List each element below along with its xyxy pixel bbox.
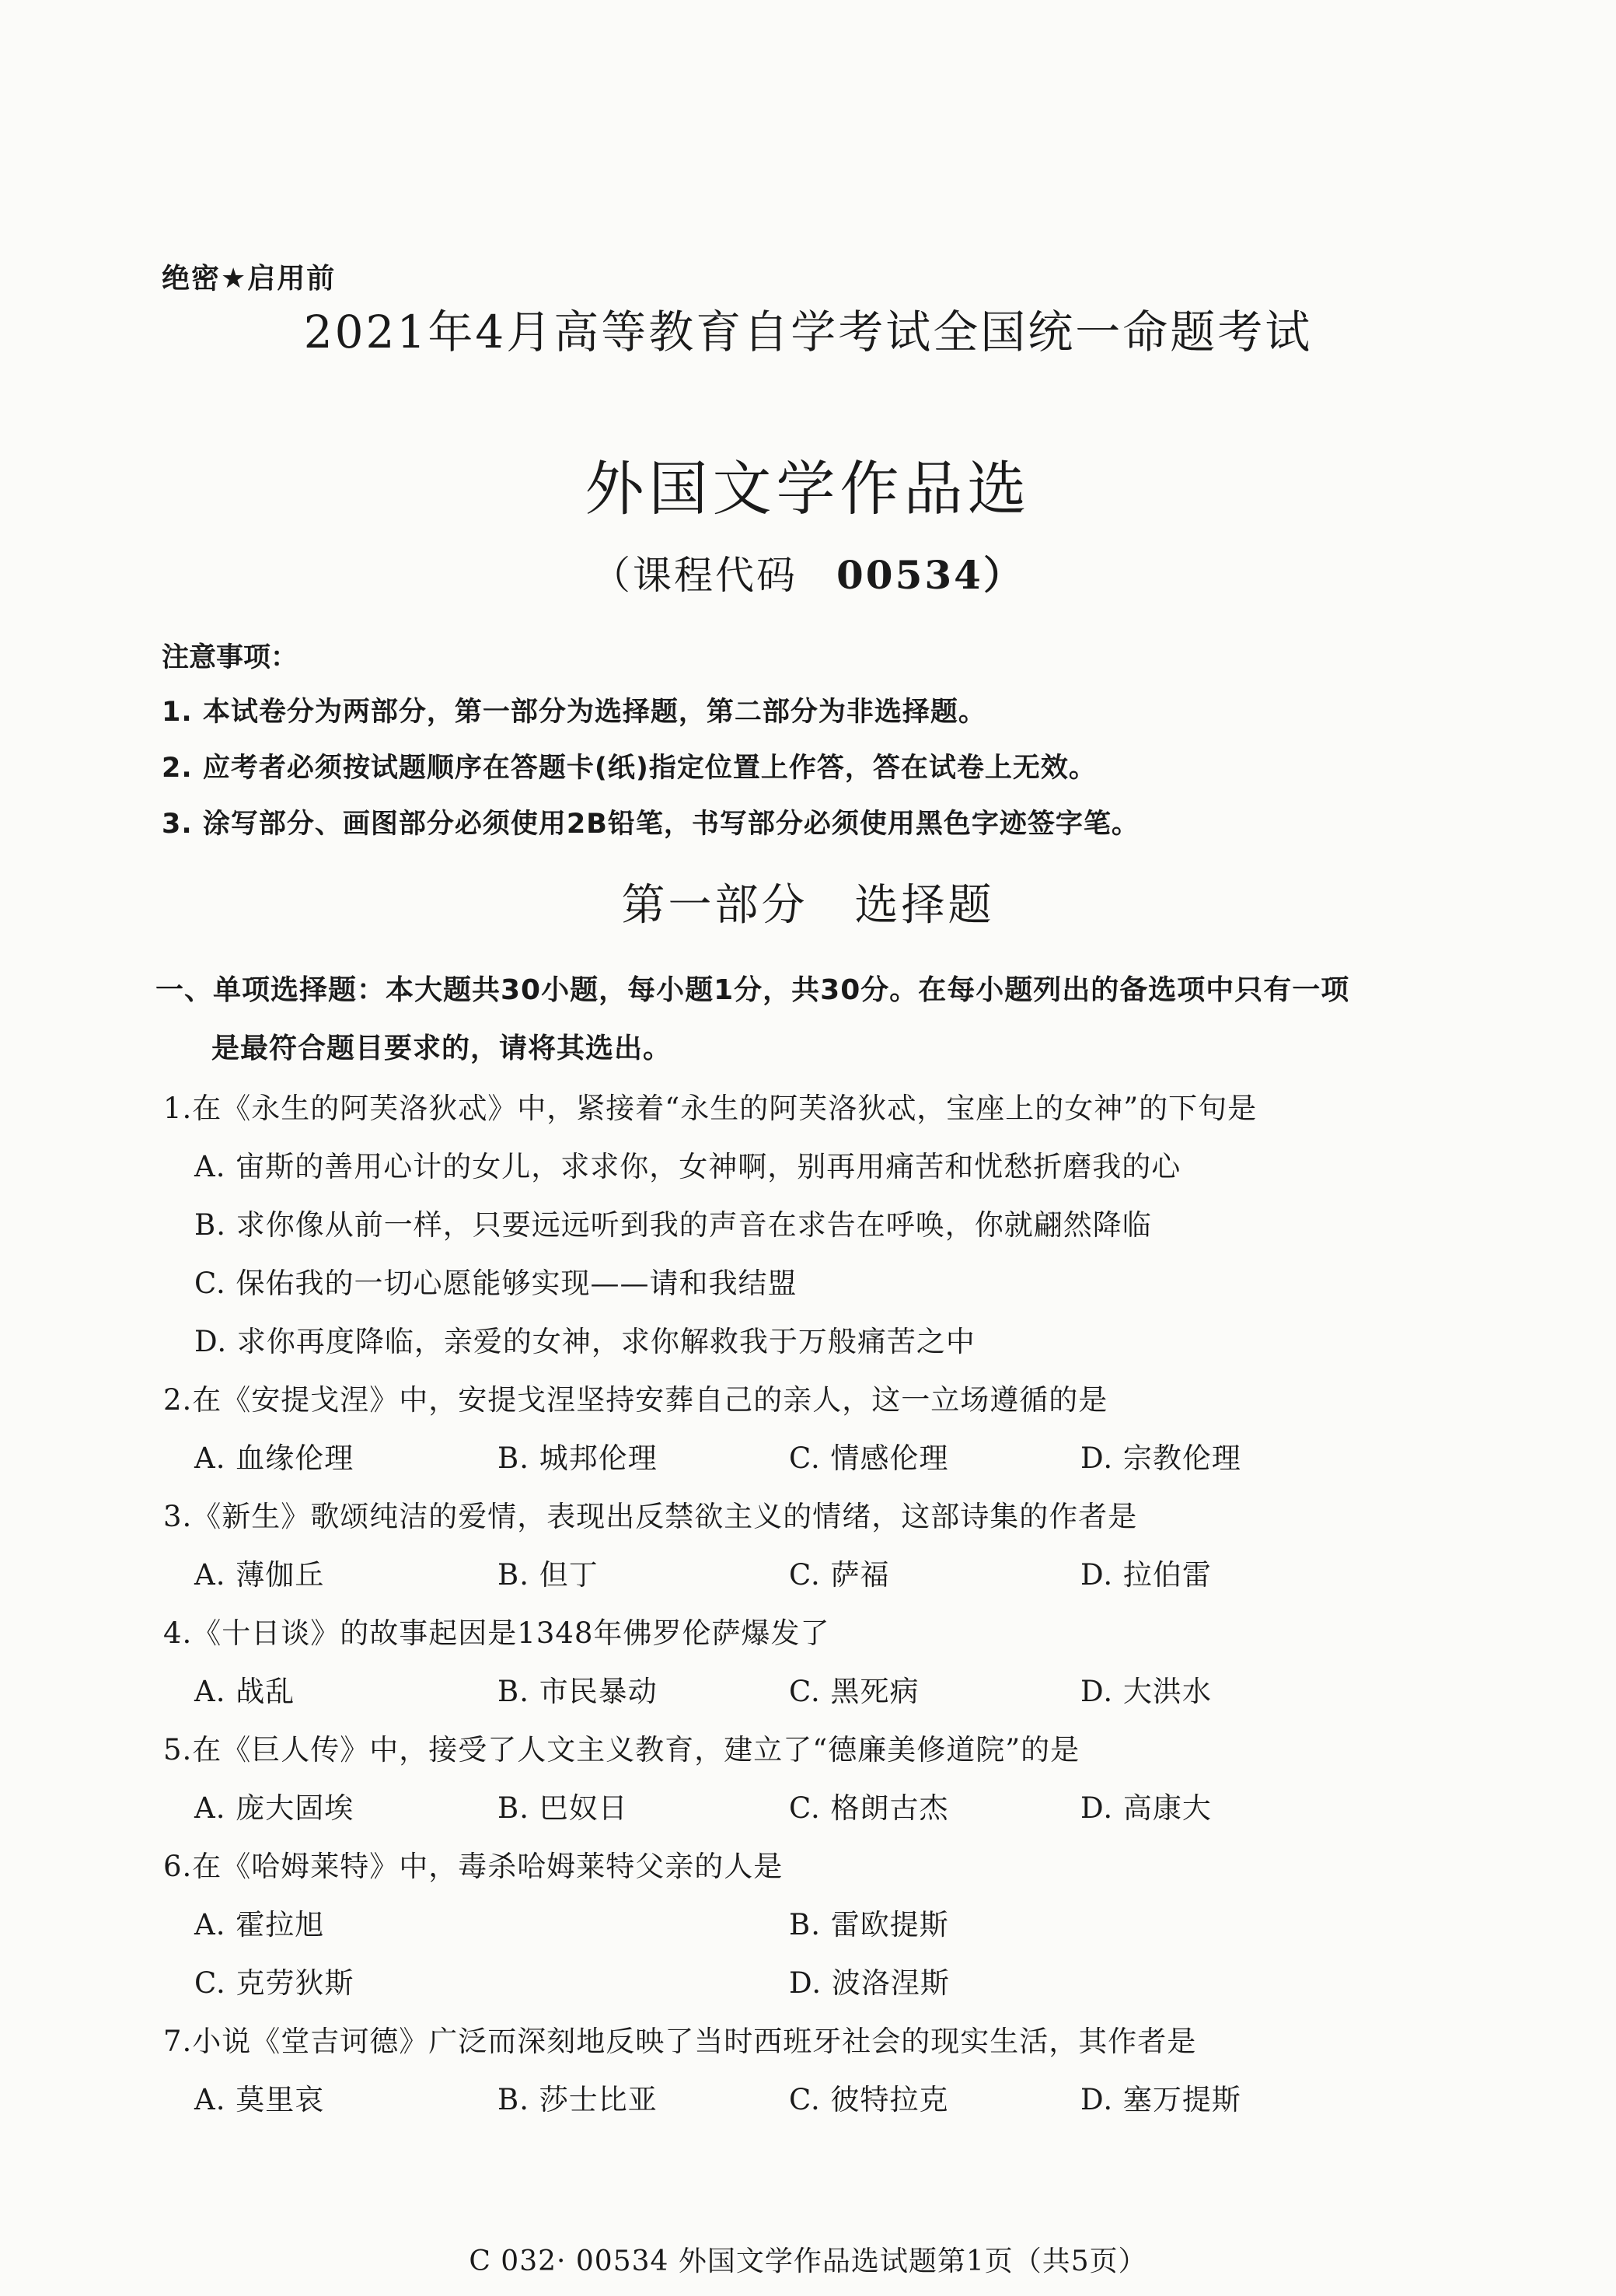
question-option: C. 格朗古杰: [789, 1791, 949, 1825]
question-option: D. 拉伯雷: [1080, 1558, 1212, 1592]
note-item: 3. 涂写部分、画图部分必须使用2B铅笔，书写部分必须使用黑色字迹签字笔。: [162, 809, 1140, 840]
question-option: D. 波洛涅斯: [789, 1966, 950, 2000]
page-footer: C 032· 00534 外国文学作品选试题第1页（共5页）: [469, 2245, 1147, 2277]
question-option: C. 克劳狄斯: [194, 1966, 354, 2000]
question-option: B. 莎士比亚: [497, 2083, 658, 2116]
question-stem: 3.《新生》歌颂纯洁的爱情，表现出反禁欲主义的情绪，这部诗集的作者是: [163, 1500, 1138, 1533]
question-option: C. 保佑我的一切心愿能够实现——请和我结盟: [194, 1267, 798, 1300]
question-option: B. 巴奴日: [497, 1791, 628, 1825]
course-code-label: （课程代码: [592, 553, 798, 598]
question-option: C. 彼特拉克: [789, 2083, 949, 2116]
question-option: A. 战乱: [194, 1675, 295, 1708]
question-option: B. 城邦伦理: [497, 1442, 658, 1475]
secret-mark: 绝密★启用前: [162, 263, 337, 295]
question-option: D. 求你再度降临，亲爱的女神，求你解救我于万般痛苦之中: [194, 1325, 976, 1358]
question-stem: 7.小说《堂吉诃德》广泛而深刻地反映了当时西班牙社会的现实生活，其作者是: [163, 2025, 1197, 2058]
question-option: B. 雷欧提斯: [789, 1908, 949, 1941]
question-option: D. 高康大: [1080, 1791, 1212, 1825]
question-option: D. 塞万提斯: [1080, 2083, 1241, 2116]
question-stem: 6.在《哈姆莱特》中，毒杀哈姆莱特父亲的人是: [163, 1850, 784, 1883]
instruction-line: 一、单项选择题：本大题共30小题，每小题1分，共30分。在每小题列出的备选项中只有一项: [155, 974, 1350, 1006]
instruction-line: 是最符合题目要求的，请将其选出。: [211, 1033, 672, 1064]
section-part: 第一部分: [621, 880, 808, 931]
question-stem: 1.在《永生的阿芙洛狄忒》中，紧接着“永生的阿芙洛狄忒，宝座上的女神”的下句是: [163, 1092, 1258, 1125]
course-title: 外国文学作品选: [585, 454, 1031, 523]
question-option: D. 宗教伦理: [1080, 1442, 1241, 1475]
section-title: [0, 871, 1616, 933]
question-stem: 5.在《巨人传》中，接受了人文主义教育，建立了“德廉美修道院”的是: [163, 1733, 1080, 1767]
question-option: A. 莫里哀: [194, 2083, 325, 2116]
question-stem: 2.在《安提戈涅》中，安提戈涅坚持安葬自己的亲人，这一立场遵循的是: [163, 1383, 1108, 1417]
course-code-value: 00534）: [836, 552, 1024, 598]
question-option: C. 情感伦理: [789, 1442, 949, 1475]
question-option: B. 市民暴动: [497, 1675, 658, 1708]
question-option: D. 大洪水: [1080, 1675, 1212, 1708]
question-option: A. 霍拉旭: [194, 1908, 325, 1941]
note-item: 2. 应考者必须按试题顺序在答题卡(纸)指定位置上作答，答在试卷上无效。: [162, 753, 1097, 784]
question-option: B. 但丁: [497, 1558, 599, 1592]
note-item: 1. 本试卷分为两部分，第一部分为选择题，第二部分为非选择题。: [162, 697, 986, 728]
question-option: A. 庞大固埃: [194, 1791, 354, 1825]
question-option: A. 宙斯的善用心计的女儿，求求你，女神啊，别再用痛苦和忧愁折磨我的心: [194, 1150, 1181, 1183]
question-option: A. 血缘伦理: [194, 1442, 354, 1475]
notes-heading: 注意事项：: [162, 642, 298, 673]
question-option: A. 薄伽丘: [194, 1558, 325, 1592]
question-stem: 4.《十日谈》的故事起因是1348年佛罗伦萨爆发了: [163, 1616, 830, 1650]
section-name: 选择题: [854, 880, 995, 931]
exam-title: 2021年4月高等教育自学考试全国统一命题考试: [303, 306, 1313, 358]
question-option: C. 黑死病: [789, 1675, 920, 1708]
question-option: B. 求你像从前一样，只要远远听到我的声音在求告在呼唤，你就翩然降临: [194, 1208, 1152, 1242]
course-code: [0, 544, 1616, 600]
question-option: C. 萨福: [789, 1558, 890, 1592]
